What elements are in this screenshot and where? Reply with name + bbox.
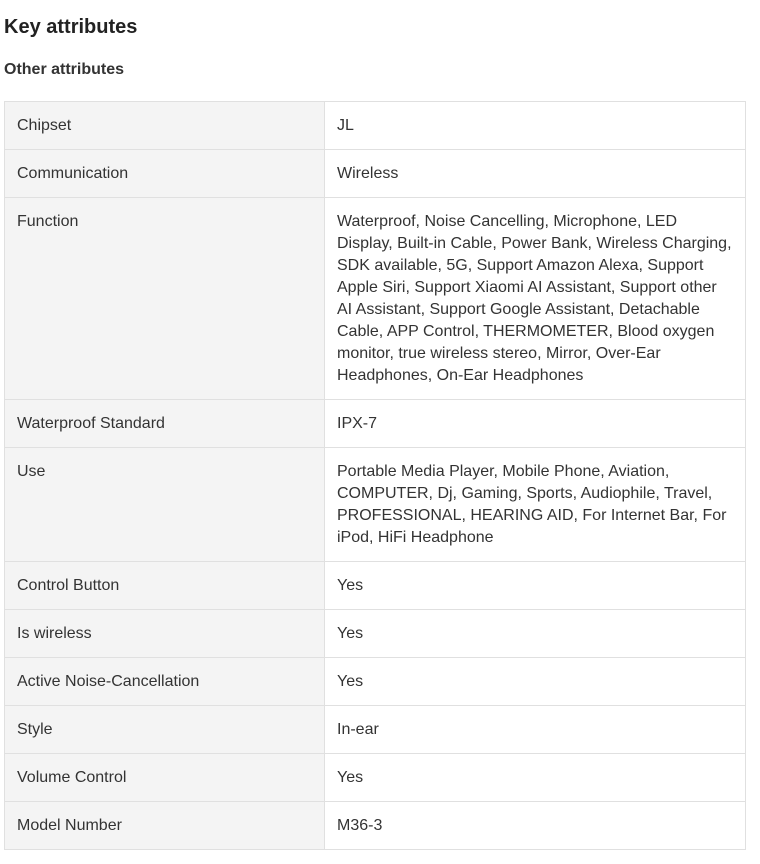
attribute-name: Active Noise-Cancellation bbox=[5, 658, 325, 706]
attribute-value: Yes bbox=[325, 562, 746, 610]
attribute-value: Wireless bbox=[325, 150, 746, 198]
attribute-value: Yes bbox=[325, 754, 746, 802]
attribute-name: Style bbox=[5, 706, 325, 754]
table-row bbox=[5, 400, 746, 448]
attribute-name: Chipset bbox=[5, 102, 325, 150]
table-row bbox=[5, 102, 746, 150]
table-row bbox=[5, 150, 746, 198]
table-row bbox=[5, 448, 746, 562]
attribute-value: M36-3 bbox=[325, 802, 746, 850]
attribute-value: Portable Media Player, Mobile Phone, Aviation, COMPUTER, Dj, Gaming, Sports, Audiophile, Travel, PROFESSIONAL, HEARING AID, For Internet Bar, For iPod, HiFi Headphone bbox=[325, 448, 746, 562]
attribute-name: Is wireless bbox=[5, 610, 325, 658]
section-title: Key attributes bbox=[4, 16, 138, 38]
table-row bbox=[5, 610, 746, 658]
table-row bbox=[5, 802, 746, 850]
attribute-name: Use bbox=[5, 448, 325, 562]
attribute-value: Yes bbox=[325, 610, 746, 658]
attribute-value: IPX-7 bbox=[325, 400, 746, 448]
attribute-name: Function bbox=[5, 198, 325, 400]
attribute-value: JL bbox=[325, 102, 746, 150]
attribute-name: Control Button bbox=[5, 562, 325, 610]
attribute-name: Waterproof Standard bbox=[5, 400, 325, 448]
attribute-value: In-ear bbox=[325, 706, 746, 754]
attribute-name: Volume Control bbox=[5, 754, 325, 802]
attribute-value: Waterproof, Noise Cancelling, Microphone, LED Display, Built-in Cable, Power Bank, Wireless Charging, SDK available, 5G, Support Amazon Alexa, Support Apple Siri, Support Xiaomi AI Assistant, Support other AI Assistant, Support Google Assistant, Detachable Cable, APP Control, THERMOMETER, Blood oxygen monitor, true wireless stereo, Mirror, Over-Ear Headphones, On-Ear Headphones bbox=[325, 198, 746, 400]
attribute-value: Yes bbox=[325, 658, 746, 706]
attributes-table bbox=[4, 101, 746, 850]
table-row bbox=[5, 706, 746, 754]
table-row bbox=[5, 754, 746, 802]
table-row bbox=[5, 198, 746, 400]
table-row bbox=[5, 658, 746, 706]
table-row bbox=[5, 562, 746, 610]
section-subtitle: Other attributes bbox=[4, 61, 125, 78]
attribute-name: Model Number bbox=[5, 802, 325, 850]
attribute-name: Communication bbox=[5, 150, 325, 198]
